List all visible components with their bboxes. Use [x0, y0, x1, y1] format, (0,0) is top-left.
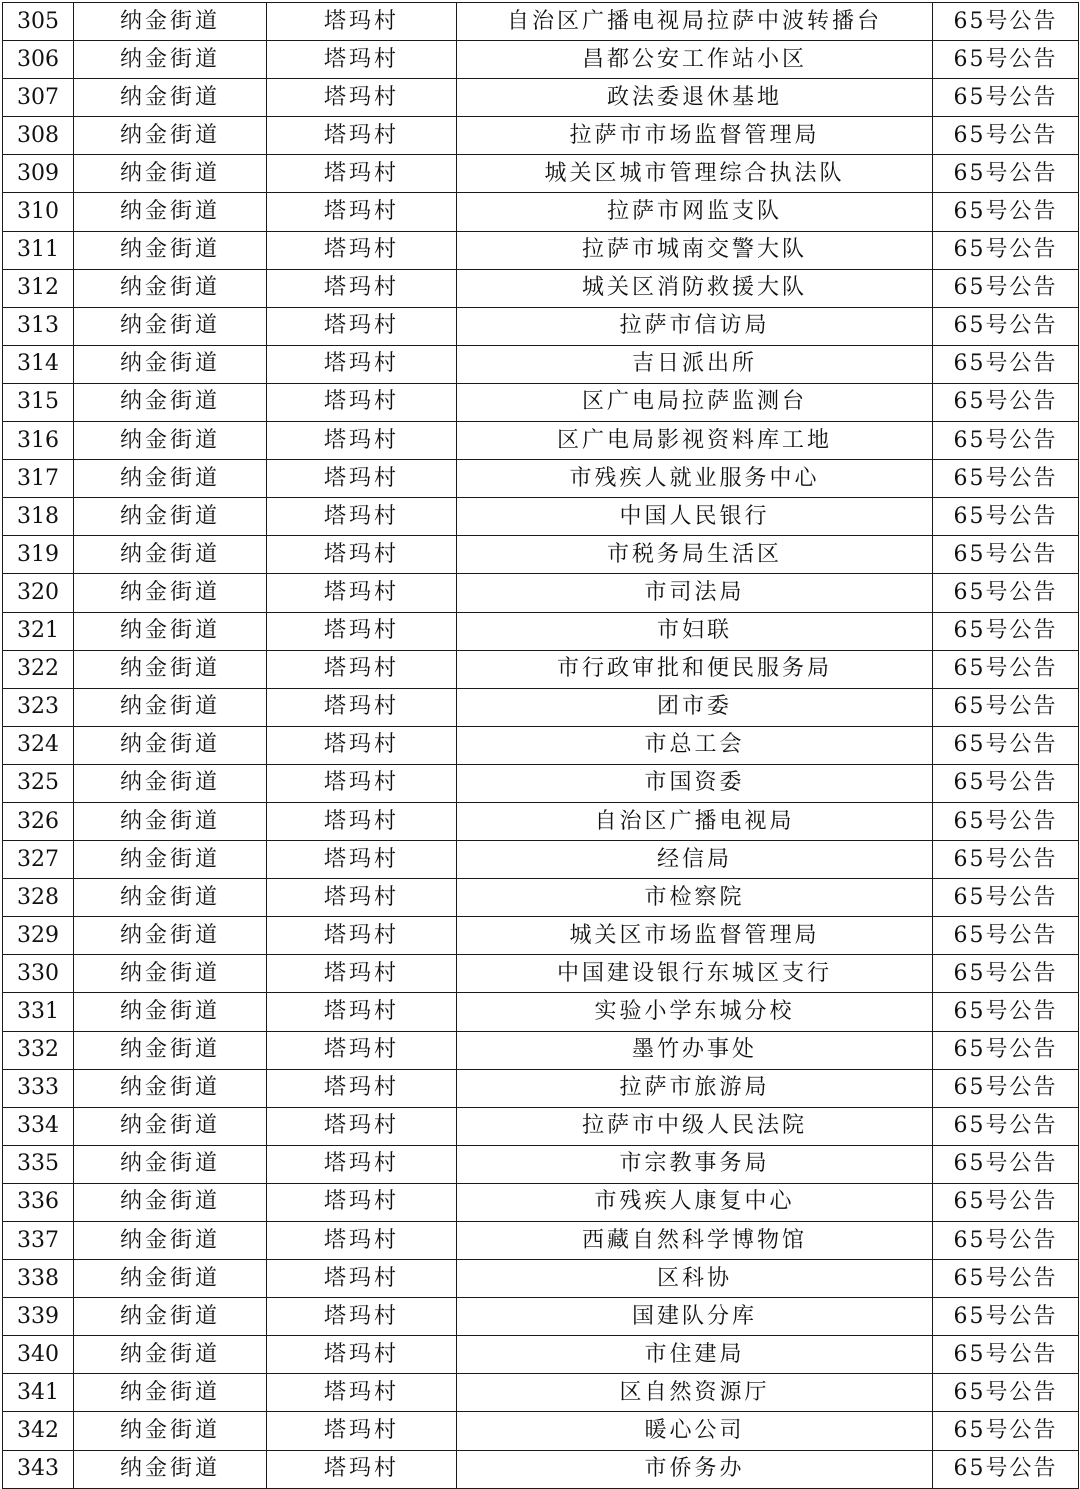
unit-name-cell: 政法委退休基地: [457, 79, 933, 117]
unit-name-cell: 拉萨市信访局: [457, 307, 933, 345]
row-number-cell: 309: [3, 155, 74, 193]
village-cell: 塔玛村: [267, 1450, 457, 1488]
unit-name-cell: 市国资委: [457, 764, 933, 802]
row-number-cell: 323: [3, 688, 74, 726]
row-number-cell: 337: [3, 1222, 74, 1260]
notice-cell: 65号公告: [933, 688, 1079, 726]
street-cell: 纳金街道: [74, 1260, 267, 1298]
street-cell: 纳金街道: [74, 841, 267, 879]
table-row: [3, 41, 1079, 79]
village-cell: 塔玛村: [267, 574, 457, 612]
table-row: [3, 117, 1079, 155]
notice-cell: 65号公告: [933, 1222, 1079, 1260]
row-number-cell: 334: [3, 1107, 74, 1145]
row-number-cell: 314: [3, 345, 74, 383]
table-row: [3, 1222, 1079, 1260]
table-row: [3, 802, 1079, 840]
village-cell: 塔玛村: [267, 1222, 457, 1260]
unit-name-cell: 区科协: [457, 1260, 933, 1298]
street-cell: 纳金街道: [74, 764, 267, 802]
unit-name-cell: 城关区市场监督管理局: [457, 917, 933, 955]
row-number-cell: 325: [3, 764, 74, 802]
unit-name-cell: 市行政审批和便民服务局: [457, 650, 933, 688]
table-row: [3, 307, 1079, 345]
table-row: [3, 1336, 1079, 1374]
street-cell: 纳金街道: [74, 383, 267, 421]
table-row: [3, 269, 1079, 307]
unit-name-cell: 国建队分库: [457, 1298, 933, 1336]
table-row: [3, 726, 1079, 764]
notice-cell: 65号公告: [933, 1069, 1079, 1107]
table-row: [3, 1069, 1079, 1107]
row-number-cell: 322: [3, 650, 74, 688]
village-cell: 塔玛村: [267, 307, 457, 345]
row-number-cell: 316: [3, 422, 74, 460]
notice-cell: 65号公告: [933, 193, 1079, 231]
street-cell: 纳金街道: [74, 574, 267, 612]
table-row: [3, 193, 1079, 231]
table-row: [3, 79, 1079, 117]
table-row: [3, 1145, 1079, 1183]
unit-name-cell: 市司法局: [457, 574, 933, 612]
village-cell: 塔玛村: [267, 79, 457, 117]
street-cell: 纳金街道: [74, 231, 267, 269]
street-cell: 纳金街道: [74, 993, 267, 1031]
village-cell: 塔玛村: [267, 1336, 457, 1374]
row-number-cell: 306: [3, 41, 74, 79]
table-row: [3, 612, 1079, 650]
table-row: [3, 1107, 1079, 1145]
table-row: [3, 1374, 1079, 1412]
unit-name-cell: 市总工会: [457, 726, 933, 764]
village-cell: 塔玛村: [267, 422, 457, 460]
unit-name-cell: 拉萨市网监支队: [457, 193, 933, 231]
street-cell: 纳金街道: [74, 1145, 267, 1183]
village-cell: 塔玛村: [267, 917, 457, 955]
street-cell: 纳金街道: [74, 1069, 267, 1107]
notice-cell: 65号公告: [933, 345, 1079, 383]
village-cell: 塔玛村: [267, 726, 457, 764]
notice-cell: 65号公告: [933, 307, 1079, 345]
street-cell: 纳金街道: [74, 688, 267, 726]
village-cell: 塔玛村: [267, 383, 457, 421]
notice-cell: 65号公告: [933, 726, 1079, 764]
table-row: [3, 764, 1079, 802]
row-number-cell: 312: [3, 269, 74, 307]
notice-cell: 65号公告: [933, 841, 1079, 879]
unit-name-cell: 城关区消防救援大队: [457, 269, 933, 307]
street-cell: 纳金街道: [74, 460, 267, 498]
street-cell: 纳金街道: [74, 650, 267, 688]
village-cell: 塔玛村: [267, 1412, 457, 1450]
table-row: [3, 1183, 1079, 1221]
notice-cell: 65号公告: [933, 536, 1079, 574]
street-cell: 纳金街道: [74, 79, 267, 117]
village-cell: 塔玛村: [267, 536, 457, 574]
row-number-cell: 338: [3, 1260, 74, 1298]
street-cell: 纳金街道: [74, 41, 267, 79]
village-cell: 塔玛村: [267, 612, 457, 650]
unit-name-cell: 市宗教事务局: [457, 1145, 933, 1183]
unit-name-cell: 昌都公安工作站小区: [457, 41, 933, 79]
notice-cell: 65号公告: [933, 460, 1079, 498]
notice-cell: 65号公告: [933, 269, 1079, 307]
village-cell: 塔玛村: [267, 688, 457, 726]
row-number-cell: 311: [3, 231, 74, 269]
street-cell: 纳金街道: [74, 3, 267, 41]
unit-name-cell: 市残疾人康复中心: [457, 1183, 933, 1221]
table-row: [3, 1031, 1079, 1069]
row-number-cell: 308: [3, 117, 74, 155]
unit-name-cell: 团市委: [457, 688, 933, 726]
table-row: [3, 383, 1079, 421]
roster-table: [2, 2, 1079, 1489]
notice-cell: 65号公告: [933, 1145, 1079, 1183]
street-cell: 纳金街道: [74, 1298, 267, 1336]
table-row: [3, 1412, 1079, 1450]
notice-cell: 65号公告: [933, 1260, 1079, 1298]
document-page: [2, 2, 1078, 1489]
village-cell: 塔玛村: [267, 1374, 457, 1412]
village-cell: 塔玛村: [267, 650, 457, 688]
street-cell: 纳金街道: [74, 498, 267, 536]
street-cell: 纳金街道: [74, 1222, 267, 1260]
unit-name-cell: 西藏自然科学博物馆: [457, 1222, 933, 1260]
notice-cell: 65号公告: [933, 917, 1079, 955]
table-row: [3, 879, 1079, 917]
village-cell: 塔玛村: [267, 1145, 457, 1183]
row-number-cell: 341: [3, 1374, 74, 1412]
street-cell: 纳金街道: [74, 955, 267, 993]
notice-cell: 65号公告: [933, 612, 1079, 650]
village-cell: 塔玛村: [267, 841, 457, 879]
village-cell: 塔玛村: [267, 1069, 457, 1107]
unit-name-cell: 拉萨市旅游局: [457, 1069, 933, 1107]
street-cell: 纳金街道: [74, 1450, 267, 1488]
row-number-cell: 324: [3, 726, 74, 764]
village-cell: 塔玛村: [267, 41, 457, 79]
notice-cell: 65号公告: [933, 1450, 1079, 1488]
street-cell: 纳金街道: [74, 307, 267, 345]
street-cell: 纳金街道: [74, 1183, 267, 1221]
notice-cell: 65号公告: [933, 498, 1079, 536]
village-cell: 塔玛村: [267, 498, 457, 536]
row-number-cell: 310: [3, 193, 74, 231]
row-number-cell: 330: [3, 955, 74, 993]
unit-name-cell: 实验小学东城分校: [457, 993, 933, 1031]
row-number-cell: 317: [3, 460, 74, 498]
unit-name-cell: 市检察院: [457, 879, 933, 917]
street-cell: 纳金街道: [74, 1336, 267, 1374]
village-cell: 塔玛村: [267, 993, 457, 1031]
notice-cell: 65号公告: [933, 802, 1079, 840]
row-number-cell: 327: [3, 841, 74, 879]
village-cell: 塔玛村: [267, 345, 457, 383]
unit-name-cell: 自治区广播电视局: [457, 802, 933, 840]
notice-cell: 65号公告: [933, 993, 1079, 1031]
table-row: [3, 650, 1079, 688]
village-cell: 塔玛村: [267, 155, 457, 193]
row-number-cell: 328: [3, 879, 74, 917]
table-row: [3, 993, 1079, 1031]
street-cell: 纳金街道: [74, 917, 267, 955]
unit-name-cell: 城关区城市管理综合执法队: [457, 155, 933, 193]
table-row: [3, 498, 1079, 536]
notice-cell: 65号公告: [933, 231, 1079, 269]
unit-name-cell: 自治区广播电视局拉萨中波转播台: [457, 3, 933, 41]
row-number-cell: 319: [3, 536, 74, 574]
table-row: [3, 688, 1079, 726]
unit-name-cell: 拉萨市市场监督管理局: [457, 117, 933, 155]
notice-cell: 65号公告: [933, 41, 1079, 79]
notice-cell: 65号公告: [933, 383, 1079, 421]
street-cell: 纳金街道: [74, 345, 267, 383]
row-number-cell: 342: [3, 1412, 74, 1450]
unit-name-cell: 区广电局影视资料库工地: [457, 422, 933, 460]
table-row: [3, 1450, 1079, 1488]
table-row: [3, 955, 1079, 993]
row-number-cell: 333: [3, 1069, 74, 1107]
street-cell: 纳金街道: [74, 879, 267, 917]
unit-name-cell: 市妇联: [457, 612, 933, 650]
row-number-cell: 313: [3, 307, 74, 345]
village-cell: 塔玛村: [267, 955, 457, 993]
notice-cell: 65号公告: [933, 1107, 1079, 1145]
unit-name-cell: 市残疾人就业服务中心: [457, 460, 933, 498]
unit-name-cell: 墨竹办事处: [457, 1031, 933, 1069]
notice-cell: 65号公告: [933, 3, 1079, 41]
street-cell: 纳金街道: [74, 1031, 267, 1069]
street-cell: 纳金街道: [74, 117, 267, 155]
unit-name-cell: 拉萨市城南交警大队: [457, 231, 933, 269]
row-number-cell: 305: [3, 3, 74, 41]
row-number-cell: 329: [3, 917, 74, 955]
street-cell: 纳金街道: [74, 269, 267, 307]
table-row: [3, 841, 1079, 879]
row-number-cell: 335: [3, 1145, 74, 1183]
roster-table-body: [3, 3, 1079, 1489]
village-cell: 塔玛村: [267, 231, 457, 269]
notice-cell: 65号公告: [933, 155, 1079, 193]
table-row: [3, 536, 1079, 574]
village-cell: 塔玛村: [267, 802, 457, 840]
unit-name-cell: 市住建局: [457, 1336, 933, 1374]
unit-name-cell: 中国建设银行东城区支行: [457, 955, 933, 993]
table-row: [3, 231, 1079, 269]
street-cell: 纳金街道: [74, 802, 267, 840]
row-number-cell: 331: [3, 993, 74, 1031]
village-cell: 塔玛村: [267, 1260, 457, 1298]
row-number-cell: 343: [3, 1450, 74, 1488]
village-cell: 塔玛村: [267, 1031, 457, 1069]
village-cell: 塔玛村: [267, 117, 457, 155]
table-row: [3, 1260, 1079, 1298]
notice-cell: 65号公告: [933, 1336, 1079, 1374]
table-row: [3, 155, 1079, 193]
row-number-cell: 340: [3, 1336, 74, 1374]
notice-cell: 65号公告: [933, 1183, 1079, 1221]
notice-cell: 65号公告: [933, 1298, 1079, 1336]
village-cell: 塔玛村: [267, 3, 457, 41]
notice-cell: 65号公告: [933, 764, 1079, 802]
village-cell: 塔玛村: [267, 460, 457, 498]
table-row: [3, 917, 1079, 955]
row-number-cell: 321: [3, 612, 74, 650]
unit-name-cell: 吉日派出所: [457, 345, 933, 383]
unit-name-cell: 市侨务办: [457, 1450, 933, 1488]
notice-cell: 65号公告: [933, 879, 1079, 917]
street-cell: 纳金街道: [74, 726, 267, 764]
street-cell: 纳金街道: [74, 1374, 267, 1412]
street-cell: 纳金街道: [74, 612, 267, 650]
row-number-cell: 326: [3, 802, 74, 840]
village-cell: 塔玛村: [267, 193, 457, 231]
unit-name-cell: 中国人民银行: [457, 498, 933, 536]
notice-cell: 65号公告: [933, 117, 1079, 155]
street-cell: 纳金街道: [74, 1412, 267, 1450]
unit-name-cell: 区广电局拉萨监测台: [457, 383, 933, 421]
notice-cell: 65号公告: [933, 1031, 1079, 1069]
row-number-cell: 336: [3, 1183, 74, 1221]
unit-name-cell: 市税务局生活区: [457, 536, 933, 574]
table-row: [3, 574, 1079, 612]
street-cell: 纳金街道: [74, 536, 267, 574]
table-row: [3, 460, 1079, 498]
unit-name-cell: 区自然资源厅: [457, 1374, 933, 1412]
village-cell: 塔玛村: [267, 1107, 457, 1145]
notice-cell: 65号公告: [933, 1374, 1079, 1412]
village-cell: 塔玛村: [267, 1183, 457, 1221]
row-number-cell: 339: [3, 1298, 74, 1336]
notice-cell: 65号公告: [933, 650, 1079, 688]
notice-cell: 65号公告: [933, 422, 1079, 460]
table-row: [3, 422, 1079, 460]
street-cell: 纳金街道: [74, 155, 267, 193]
unit-name-cell: 拉萨市中级人民法院: [457, 1107, 933, 1145]
row-number-cell: 307: [3, 79, 74, 117]
row-number-cell: 332: [3, 1031, 74, 1069]
row-number-cell: 315: [3, 383, 74, 421]
unit-name-cell: 经信局: [457, 841, 933, 879]
village-cell: 塔玛村: [267, 879, 457, 917]
notice-cell: 65号公告: [933, 79, 1079, 117]
street-cell: 纳金街道: [74, 1107, 267, 1145]
table-row: [3, 3, 1079, 41]
notice-cell: 65号公告: [933, 574, 1079, 612]
table-row: [3, 1298, 1079, 1336]
village-cell: 塔玛村: [267, 269, 457, 307]
table-row: [3, 345, 1079, 383]
notice-cell: 65号公告: [933, 1412, 1079, 1450]
street-cell: 纳金街道: [74, 193, 267, 231]
notice-cell: 65号公告: [933, 955, 1079, 993]
village-cell: 塔玛村: [267, 764, 457, 802]
row-number-cell: 320: [3, 574, 74, 612]
unit-name-cell: 暖心公司: [457, 1412, 933, 1450]
row-number-cell: 318: [3, 498, 74, 536]
street-cell: 纳金街道: [74, 422, 267, 460]
village-cell: 塔玛村: [267, 1298, 457, 1336]
